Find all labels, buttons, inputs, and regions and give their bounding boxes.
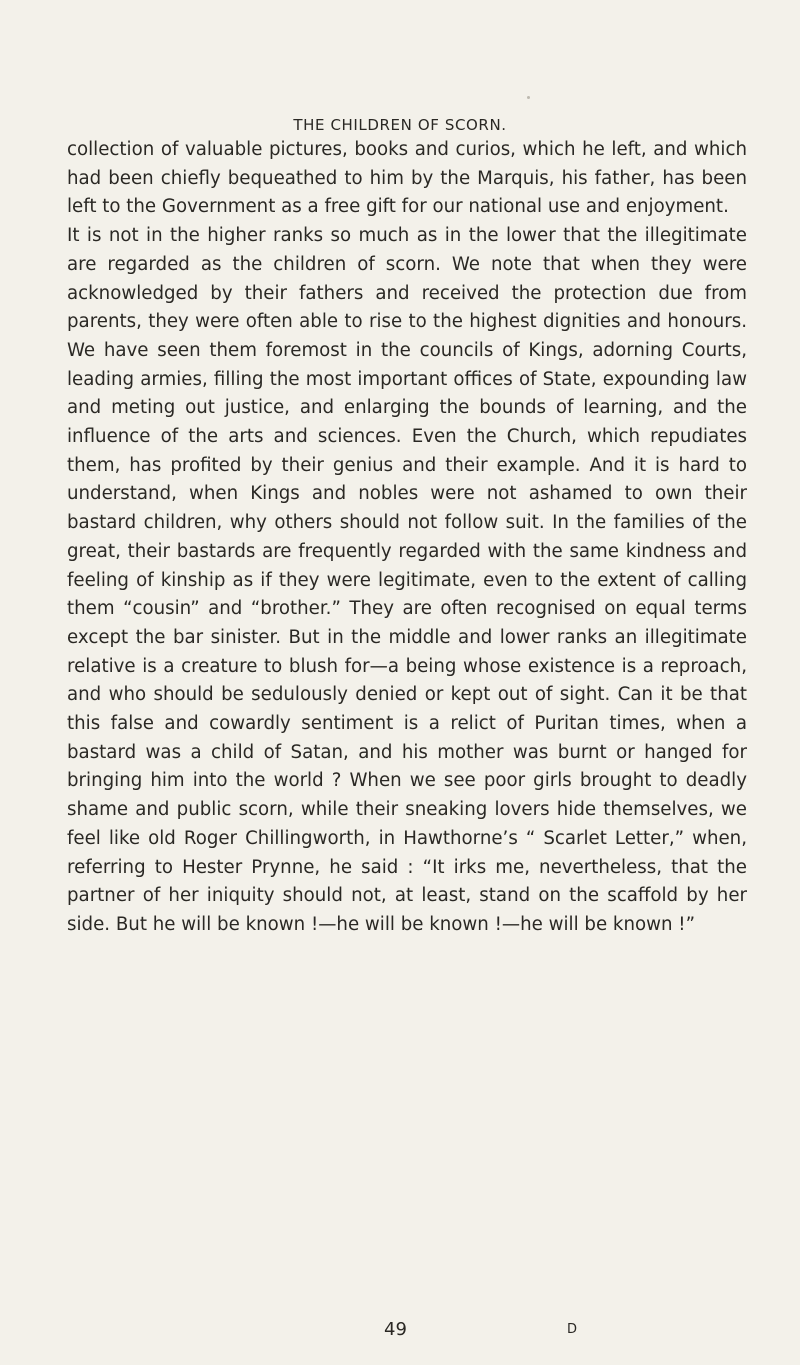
signature-mark: D — [567, 1322, 578, 1337]
page-number: 49 — [384, 1319, 407, 1340]
paragraph-continuation: collection of valuable pictures, books and curios, which he left, and which had been chiefly bequeathed to him by the Marquis, his father, has been left to the Government as a free gift for our national use and enjoyment. — [67, 139, 747, 218]
body-text — [67, 136, 747, 940]
print-speck — [527, 96, 530, 99]
running-head: THE CHILDREN OF SCORN. — [293, 116, 507, 134]
paragraph: It is not in the higher ranks so much as in the lower that the illegitimate are regarded as the children of scorn. We note that when they were acknowledged by their fathers and received the protection due from parents, they were often able to rise to the highest dignities and honours. We have seen them foremost in the councils of Kings, adorning Courts, leading armies, filling the most important offices of State, expounding law and meting out justice, and enlarging the bounds of learning, and the influence of the arts and sciences. Even the Church, which repudiates them, has profited by their genius and their example. And it is hard to understand, when Kings and nobles were not ashamed to own their bastard children, why others should not follow suit. In the families of the great, their bastards are frequently regarded with the same kindness and feeling of kinship as if they were legitimate, even to the extent of calling them “cousin” and “brother.” They are often recognised on equal terms except the bar sinister. But in the middle and lower ranks an illegitimate relative is a creature to blush for—a being whose existence is a reproach, and who should be sedulously denied or kept out of sight. Can it be that this false and cowardly sentiment is a relict of Puritan times, when a bastard was a child of Satan, and his mother was burnt or hanged for bringing him into the world ? When we see poor girls brought to deadly shame and public scorn, while their sneaking lovers hide themselves, we feel like old Roger Chillingworth, in Hawthorne’s “ Scarlet Letter,” when, referring to Hester Prynne, he said : “It irks me, nevertheless, that the partner of her iniquity should not, at least, stand on the scaffold by her side. But he will be known !—he will be known !—he will be known !” — [67, 225, 747, 935]
